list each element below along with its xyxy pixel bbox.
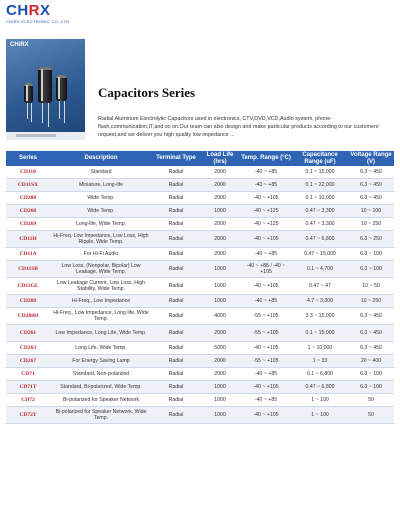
- cell-series[interactable]: CD261: [6, 325, 50, 342]
- cell-terminal: Radial: [152, 248, 200, 261]
- cell-temp: -40 ~ +105: [240, 342, 292, 355]
- table-row: [6, 325, 394, 342]
- cell-description: For Energy Saving Lamp: [50, 355, 152, 368]
- cell-cap: 3.3 ~ 15,000: [292, 308, 348, 325]
- cell-voltage: 6.3 ~ 100: [348, 261, 394, 278]
- cell-series[interactable]: CD11SX: [6, 179, 50, 192]
- cell-series[interactable]: CD288: [6, 192, 50, 205]
- cell-terminal: Radial: [152, 308, 200, 325]
- cell-series[interactable]: CD110: [6, 166, 50, 179]
- cell-cap: 0.1 ~ 15,000: [292, 325, 348, 342]
- cell-voltage: 6.3 ~ 100: [348, 248, 394, 261]
- table-row: [6, 248, 394, 261]
- cell-series[interactable]: CD288H: [6, 308, 50, 325]
- cell-cap: 0.1 ~ 6,800: [292, 368, 348, 381]
- cell-voltage: 6.3 ~ 450: [348, 325, 394, 342]
- cell-terminal: Radial: [152, 381, 200, 394]
- cell-temp: -40 ~ +125: [240, 218, 292, 231]
- cell-series[interactable]: CD268: [6, 205, 50, 218]
- cell-life: 2000: [200, 248, 240, 261]
- cell-cap: 0.47 ~ 6,800: [292, 231, 348, 248]
- cell-life: 4000: [200, 308, 240, 325]
- cell-temp: -55 ~ +105: [240, 355, 292, 368]
- col-header-description: Description: [50, 151, 152, 166]
- capacitor-large: [38, 67, 52, 103]
- table-row: [6, 205, 394, 218]
- cell-life: 1000: [200, 205, 240, 218]
- cell-terminal: Radial: [152, 261, 200, 278]
- cell-voltage: 6.3 ~ 100: [348, 368, 394, 381]
- table-row: [6, 192, 394, 205]
- cell-voltage: 6.3 ~ 250: [348, 231, 394, 248]
- cell-life: 1000: [200, 407, 240, 424]
- cell-life: 2000: [200, 355, 240, 368]
- cell-cap: 0.1 ~ 4,700: [292, 261, 348, 278]
- col-header-voltage: Voltage Range (V): [348, 151, 394, 166]
- cell-cap: 0.1 ~ 15,000: [292, 166, 348, 179]
- col-header-temp-range: Temp. Range (°C): [240, 151, 292, 166]
- cell-terminal: Radial: [152, 325, 200, 342]
- cell-description: Long Life, Wide Temp.: [50, 342, 152, 355]
- table-body: [6, 166, 394, 424]
- cell-life: 2000: [200, 368, 240, 381]
- cell-temp: -55 ~ +105: [240, 308, 292, 325]
- cell-voltage: 20 ~ 400: [348, 355, 394, 368]
- cell-voltage: 6.3 ~ 100: [348, 381, 394, 394]
- table-row: [6, 218, 394, 231]
- cell-terminal: Radial: [152, 278, 200, 295]
- cell-terminal: Radial: [152, 192, 200, 205]
- cell-voltage: 6.3 ~ 450: [348, 192, 394, 205]
- cell-temp: -40 ~ +85: [240, 248, 292, 261]
- cell-series[interactable]: CD288: [6, 295, 50, 308]
- col-header-terminal: Terminal Type: [152, 151, 200, 166]
- cell-voltage: 50: [348, 407, 394, 424]
- cell-description: Standard: [50, 166, 152, 179]
- capacitor-small: [24, 83, 33, 103]
- table-row: [6, 278, 394, 295]
- cell-life: 1000: [200, 261, 240, 278]
- table-row: [6, 342, 394, 355]
- cell-cap: 0.47 ~ 15,000: [292, 248, 348, 261]
- cell-life: 2000: [200, 192, 240, 205]
- cell-terminal: Radial: [152, 407, 200, 424]
- cell-description: Bi-polarized for Speaker Network, Wide Temp.: [50, 407, 152, 424]
- table-row: [6, 166, 394, 179]
- cell-terminal: Radial: [152, 166, 200, 179]
- cell-description: Low Impedance, Long Life, Wide Temp.: [50, 325, 152, 342]
- table-row: [6, 261, 394, 278]
- cell-description: Wide Temp.: [50, 192, 152, 205]
- cell-terminal: Radial: [152, 394, 200, 407]
- logo-wordmark: CHRX: [6, 2, 51, 19]
- logo-tagline: CHIRX ELECTRONIC CO.,LTD: [6, 19, 70, 24]
- cell-series[interactable]: CD71T: [6, 381, 50, 394]
- table-row: [6, 295, 394, 308]
- cell-cap: 0.47 ~ 6,800: [292, 381, 348, 394]
- cell-temp: -40 ~ +105: [240, 192, 292, 205]
- cell-description: Hi-Freq. Low Impedance, Low Loss, High Ripple, Wide Temp.: [50, 231, 152, 248]
- cell-terminal: Radial: [152, 368, 200, 381]
- image-footer-bar: [6, 132, 85, 140]
- cell-life: 1000: [200, 295, 240, 308]
- cell-series[interactable]: CD267: [6, 355, 50, 368]
- cell-description: Hi-Freq., Low Impedance, Long life, Wide Temp.: [50, 308, 152, 325]
- cell-voltage: 6.3 ~ 450: [348, 342, 394, 355]
- cell-life: 2000: [200, 231, 240, 248]
- table-row: [6, 407, 394, 424]
- cell-temp: -40 ~ +85: [240, 179, 292, 192]
- table-row: [6, 231, 394, 248]
- cell-cap: 1 ~ 100: [292, 407, 348, 424]
- cell-temp: -40 ~ +105: [240, 278, 292, 295]
- cell-life: 2000: [200, 166, 240, 179]
- cell-series[interactable]: CD11SB: [6, 261, 50, 278]
- table-row: [6, 381, 394, 394]
- cell-terminal: Radial: [152, 342, 200, 355]
- cell-cap: 1 ~ 33: [292, 355, 348, 368]
- image-brand-mark: CHiRX: [10, 42, 29, 48]
- cell-voltage: 6.3 ~ 450: [348, 308, 394, 325]
- cell-voltage: 6.3 ~ 450: [348, 179, 394, 192]
- cell-temp: -40 ~ +85: [240, 394, 292, 407]
- page-title: Capacitors Series: [98, 85, 196, 100]
- cell-voltage: 6.3 ~ 450: [348, 166, 394, 179]
- cell-life: 2000: [200, 325, 240, 342]
- cell-voltage: 10 ~ 250: [348, 218, 394, 231]
- cell-cap: 4.7 ~ 3,300: [292, 295, 348, 308]
- cell-life: 5000: [200, 342, 240, 355]
- cell-description: Standard, Non-polarized: [50, 368, 152, 381]
- cell-temp: -40 ~ +85: [240, 166, 292, 179]
- cell-description: Hi-Freq., Low Impedance: [50, 295, 152, 308]
- col-header-load-life: Load Life (hrs): [200, 151, 240, 166]
- cell-series[interactable]: CD72T: [6, 407, 50, 424]
- cell-cap: 0.47 ~ 47: [292, 278, 348, 295]
- table-row: [6, 179, 394, 192]
- cell-description: Low Loss, (Nonpolar, Bipolar) Low Leakage, Wide Temp.: [50, 261, 152, 278]
- table-row: [6, 355, 394, 368]
- cell-temp: -40 ~ +105: [240, 231, 292, 248]
- cell-life: 1000: [200, 278, 240, 295]
- cell-cap: 1 ~ 10,000: [292, 342, 348, 355]
- cell-cap: 0.1 ~ 10,000: [292, 192, 348, 205]
- capacitor-medium: [56, 75, 67, 101]
- cell-description: Wide Temp.: [50, 205, 152, 218]
- cell-series[interactable]: CD72: [6, 394, 50, 407]
- cell-life: 1000: [200, 394, 240, 407]
- cell-life: 2000: [200, 218, 240, 231]
- cell-life: 2000: [200, 179, 240, 192]
- cell-voltage: 10 ~ 250: [348, 295, 394, 308]
- cell-cap: 0.1 ~ 22,000: [292, 179, 348, 192]
- cell-series[interactable]: CD11H: [6, 231, 50, 248]
- cell-life: 1000: [200, 381, 240, 394]
- cell-terminal: Radial: [152, 218, 200, 231]
- cell-temp: -40 ~ +85 / -40 ~ +105: [240, 261, 292, 278]
- col-header-capacitance: Capacitance Range (uF): [292, 151, 348, 166]
- company-logo: [6, 3, 69, 24]
- table-header-row: [6, 151, 394, 166]
- cell-terminal: Radial: [152, 179, 200, 192]
- cell-description: Low Leakage Current, Low Loss, High Stability, Wide Temp.: [50, 278, 152, 295]
- cell-temp: -40 ~ +85: [240, 368, 292, 381]
- cell-voltage: 50: [348, 394, 394, 407]
- table-row: [6, 394, 394, 407]
- capacitors-product-image: [6, 39, 85, 140]
- cell-description: For Hi-Fi Audio: [50, 248, 152, 261]
- cell-series[interactable]: CD11GL: [6, 278, 50, 295]
- cell-description: Long-life, Wide Temp.: [50, 218, 152, 231]
- table-row: [6, 308, 394, 325]
- cell-temp: -40 ~ +125: [240, 205, 292, 218]
- cell-series[interactable]: CD11A: [6, 248, 50, 261]
- cell-terminal: Radial: [152, 355, 200, 368]
- cell-terminal: Radial: [152, 231, 200, 248]
- capacitor-spec-table: [6, 151, 394, 424]
- cell-series[interactable]: CD71: [6, 368, 50, 381]
- cell-temp: -40 ~ +105: [240, 381, 292, 394]
- col-header-series: Series: [6, 151, 50, 166]
- cell-description: Standard, Bi-polarized, Wide Temp.: [50, 381, 152, 394]
- cell-voltage: 10 ~ 100: [348, 205, 394, 218]
- cell-terminal: Radial: [152, 295, 200, 308]
- cell-series[interactable]: CD263: [6, 342, 50, 355]
- cell-cap: 1 ~ 100: [292, 394, 348, 407]
- cell-cap: 0.47 ~ 3,300: [292, 205, 348, 218]
- cell-voltage: 10 ~ 50: [348, 278, 394, 295]
- table-row: [6, 368, 394, 381]
- cell-description: Miniature, Long-life: [50, 179, 152, 192]
- cell-series[interactable]: CD269: [6, 218, 50, 231]
- cell-temp: -55 ~ +105: [240, 325, 292, 342]
- cell-description: Bi-polarized for Speaker Network: [50, 394, 152, 407]
- cell-cap: 0.47 ~ 3,300: [292, 218, 348, 231]
- series-description: Radial Aluminum Electrolytic Capacitors used in electronics, CTV,DVD,VCD,Audio system, phone-flash,communication,IT,and so on.Our team can also design and make particular products according to our customers' request,and we deliver you high quality low impedance ...: [98, 116, 380, 138]
- cell-temp: -40 ~ +85: [240, 295, 292, 308]
- cell-temp: -40 ~ +105: [240, 407, 292, 424]
- cell-terminal: Radial: [152, 205, 200, 218]
